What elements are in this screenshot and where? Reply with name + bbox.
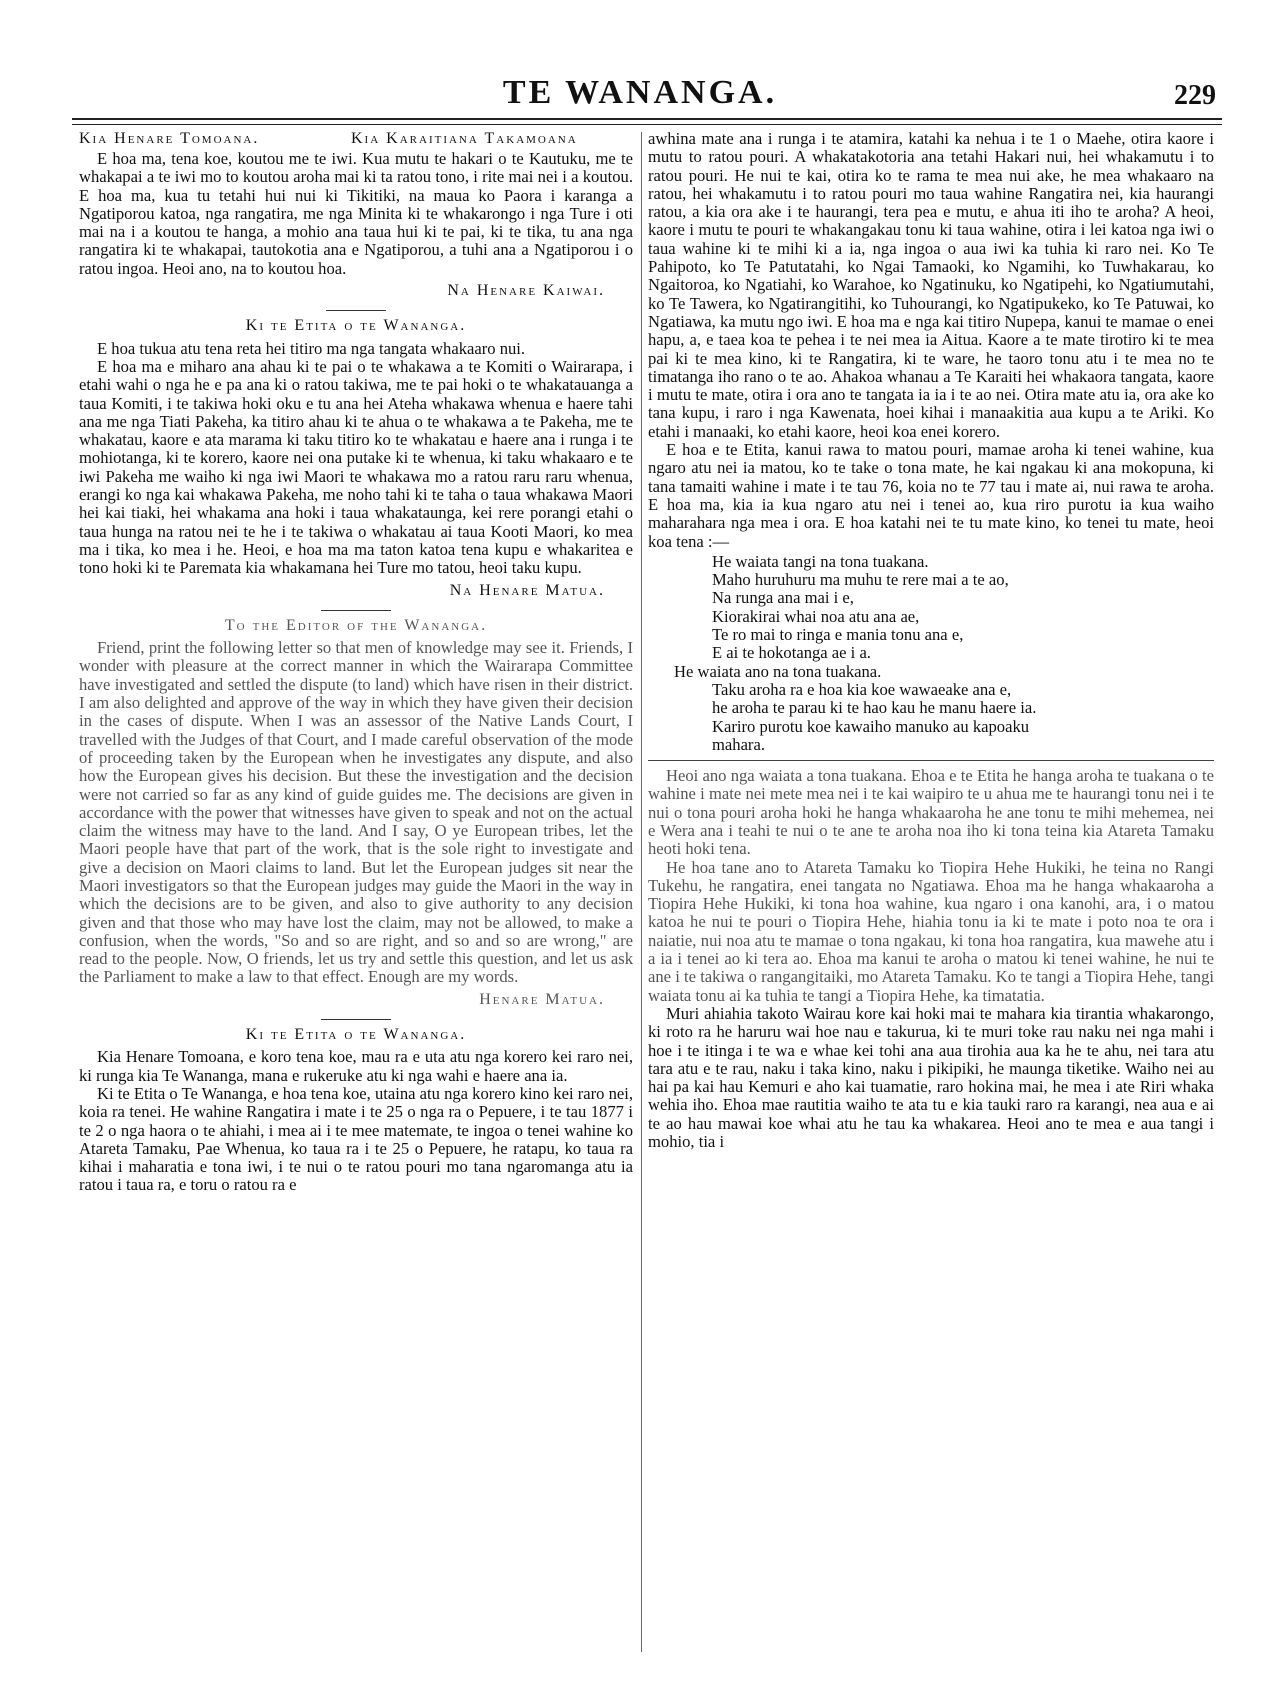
poem-line: Taku aroha ra e hoa kia koe wawaeake ana e,: [712, 679, 1012, 699]
right-para1: awhina mate ana i runga i te atamira, katahi ka nehua i te 1 o Maehe, otira kaore i mutu to ratou pouri. A whakatakotoria ana tetahi Hakari nui, hei whakamutu i to ratou pouri. He nui te kai, otira ko te rama te mea nui ake, he mea whakaaro na ratou, hei whakamutu i to ratou pouri mo taua wahine Rangatira nei, kia haurangi ratou, a kia ora ake i te haurangi, tera pea e mutu, e ahua iti iho te aroha? A heoi, kaore i mutu te pouri te whakangakau tonu ki taua wahine, otira i lei katoa nga iwi o taua wahine ki te mihi ki a ia, nga ingoa o aua iwi ka tuhia ki raro nei. Ko Te Pahipoto, ko Te Patutatahi, ko Ngai Tamaoki, ko Ngamihi, ko Tuwhakarau, ko Ngaitoroa, ko Ngatiahi, ko Warahoe, ko Ngatinuku, ko Ngatipehi, ko Ngatiumutahi, ko Te Tawera, ko Ngatirangitihi, ko Tuhourangi, ko Ngatipukeko, ko Te Patuwai, ko Ngatiawa, ka mutu ngo iwi. E hoa ma e nga kai titiro Nupepa, kanui te mamae o enei hapu, a, e taea koa te pehea i te nei mea ia Aitua. Kaore a te mate tirotiro ki te mea pai ki te mea kino, ki te Rangatira, ki te ware, he taoro tonu atu i te mea no te timatanga iho rano o te ao. Ahakoa whanau a Te Karaiti hei whakaora tangata, kaore i mutu te mate, otira i ora ano te tangata ia ia i te ao nei. Otira mate atu ia, ora ake ko tana kupu, i raro i nga Kawenata, hoei kihai i manaakitia aua kupu a te Ariki. Ko etahi i manaaki, ko etahi kaore, heoi koa enei korero.: [648, 130, 1214, 441]
letter2-heading: Ki te Etita o te Wananga.: [245, 317, 467, 335]
letter1-addressee-right: Kia Karaitiana Takamoana: [351, 130, 578, 147]
poem-line: He waiata tangi na tona tuakana.: [712, 551, 929, 571]
right-column: [648, 130, 1214, 1660]
letter2-para2: E hoa ma e miharo ana ahau ki te pai o te whakawa a te Komiti o Wairarapa, i etahi wahi o nga he e pa ana ki o ratou takiwa, me te pai hoki o te whakatauanga a taua Komiti, i te takiwa hoki oku e tu ana hei Ateha whakawa whenua e haere tahi ana me nga Tiati Pakeha, ka titiro ahau ki te ahua o te whakawa a te Pakeha, me te whakatau, kaore e ata marama ki taku titiro ko te whakatau e haere ana i runga i te mohiotanga, ki te korero, kaore nei ona putake ki te whenua, ki taku whakaaro e te iwi Pakeha me waiho ki nga iwi Maori te whakawa mo a ratou raru raru whenua, erangi ko nga kai whakawa Pakeha, me noho tahi ki te taha o taua whakawa Maori hei kai tiaki, hei whakama ana hoki i taua whakataunga, kei rere porangi etahi o taua hunga na ratou nei te he i te takiwa o whakatau ai taua Kooti Maori, ko mea ma i tika, ko mea i he. Heoi, e hoa ma ma taton katoa tena kupu e whakaritea e tono hoki ki te Paremata kia whakamana hei Ture mo tatou, heoi taku kupu.: [79, 356, 633, 578]
masthead: [64, 76, 1216, 110]
letter3-body: Friend, print the following letter so that men of knowledge may see it. Friends, I wonder with pleasure at the correct manner in which the Wairarapa Committee have investigated and settled the dispute (to land) which have risen in their district. I am also delighted and approve of the way in which they have given their decision in the cases of dispute. When I was an assessor of the Native Lands Court, I travelled with the Judges of that Court, and I made careful observation of the mode of proceeding taken by the European when he investigates any dispute, and also how the European gives his decision. But these the investigation and the decision were not carried so far as any kind of guide guides me. The decisions are given in accordance with the power that witnesses have given to speak and not on the actual claim the witness may have to the land. And I say, O ye European tribes, let the Maori people have that part of the work, that is the sole right to investigate and give a decision on Maori claims to land. But let the European judges sit near the Maori investigators so that the European judges may guide the Maori in the way in which the decisions are to be given, and also to give authority to any decision given and that those who may have lost the claim, may not be allowed, to make a confusion, when the words, "So and so are right, and so and so are wrong," are read to the people. Now, O friends, let us try and settle this question, and let us ask the Parliament to make a law to that effect. Enough are my words.: [79, 638, 633, 987]
poem-rule: [648, 760, 1214, 761]
section-separator: [321, 1019, 391, 1020]
right-para2: E hoa e te Etita, kanui rawa to matou pouri, mamae aroha ki tenei wahine, kua ngaro atu nei ia matou, ko te take o tona mate, he kai ngakau ki ana mokopuna, ki tana tamaiti wahine i mate i te tau 76, koia no te 77 tau i mate ai, nui rawa te aroha. E hoa ma, kia ia kua ngaro atu nei i tenei ao, kua riro purotu ia kua waiho maharahara nga mea i ora. E hoa katahi nei te tu mate kino, ko tenei tu mate, heoi koa tena :—: [648, 440, 1214, 551]
poem-line: Maho huruhuru ma muhu te rere mai a te ao,: [712, 570, 1009, 590]
letter4-para2: Ki te Etita o Te Wananga, e hoa tena koe, utaina atu nga korero kino kei raro nei, koia ra tenei. He wahine Rangatira i mate i te 25 o nga ra o Pepuere, i te tau 1877 i te 2 o nga haora o te ahiahi, i mea ai i te mee matemate, te ingoa o tenei wahine ko Atareta Tamaku, Pae Whenua, ko taua ra i te 25 o Pepuere, he ratapu, ko taua ra kihai i maharatia e tona iwi, i te nui o te ratou pouri mo tana ngaromanga atu ia ratou i taua ra, e toru o ratou ra e: [79, 1083, 633, 1195]
letter3-heading: To the Editor of the Wananga.: [224, 616, 488, 634]
poem-line: mahara.: [712, 734, 765, 754]
poem-line: Kariro purotu koe kawaiho manuko au kapoaku: [712, 716, 1030, 736]
left-column: [79, 130, 633, 1660]
lament-poem: [648, 553, 1214, 754]
column-divider: [641, 132, 642, 1652]
letter3-signature: Henare Matua.: [479, 990, 605, 1008]
letter1-signature: Na Henare Kaiwai.: [447, 282, 605, 300]
newspaper-title: TE WANANGA.: [502, 74, 778, 111]
letter4-para1: Kia Henare Tomoana, e koro tena koe, mau ra e uta atu nga korero kei raro nei, ki runga kia Te Wananga, mana e rukeruke atu ki nga wahi e haere ana ia.: [79, 1047, 633, 1085]
poem-line: Na runga ana mai i e,: [712, 588, 854, 608]
letter1-body: E hoa ma, tena koe, koutou me te iwi. Kua mutu te hakari o te Kautuku, me te whakapai a te iwi mo to koutou aroha mai ki ta ratou tono, i rite mai nei i a koutou. E hoa ma, kua tu tetahi hui nui ki Tikitiki, na maua ko Paora i karanga a Ngatiporou katoa, nga rangatira, me nga Minita ki te whakarongo i nga Ture i oti mai na i a koutou te hanga, a mohio ana taua hui ki te pai, ki te tika, tu ana nga rangatira ki te whakapai, tautokotia ana e Ngatiporou, a tuhi ana a Ngatiporou i o ratou ingoa. Heoi ano, na to koutou hoa.: [79, 149, 633, 278]
page-number: 229: [1174, 80, 1216, 111]
poem-line: Te ro mai to ringa e mania tonu ana e,: [712, 625, 964, 645]
header-rule: [72, 118, 1222, 120]
section-separator: [321, 610, 391, 611]
header-rule-thin: [72, 124, 1222, 125]
letter4-heading: Ki te Etita o te Wananga.: [245, 1026, 467, 1044]
poem-line: He waiata ano na tona tuakana.: [674, 661, 882, 681]
poem-line: E ai te hokotanga ae i a.: [712, 643, 871, 663]
letter2-signature: Na Henare Matua.: [449, 581, 605, 599]
right-para4: He hoa tane ano to Atareta Tamaku ko Tiopira Hehe Hukiki, he teina no Rangi Tukehu, he rangatira, enei tangata no Ngatiawa. Ehoa ma he hanga whakaaroha a Tiopira Hehe Hukiki, ki tona hoa wahine, kua ngaro i ona kanohi, ara, i o matou katoa he nui te pouri o Tiopira Hehe, hiahia tonu ia ki te mate i poto noa te ora i naiatie, nui noa atu te mamae o tona ngakau, ki tona hoa rangatira, kua mawehe atu i a ia i tenei ao ki tera ao. Ehoa ma kanui te aroha o matou ki tenei wahine, he nui te ane i te takiwa o rangangitaiki, mo Atareta Tamaku. Ko te tangi a Tiopira Hehe, tangi waiata tonu ai ka tuhia te tangi a Tiopira Hehe, ka timatatia.: [648, 857, 1214, 1005]
letter1-addressees: [79, 130, 633, 150]
poem-line: he aroha te parau ki te hao kau he manu haere ia.: [712, 698, 1037, 718]
right-para3: Heoi ano nga waiata a tona tuakana. Ehoa e te Etita he hanga aroha te tuakana o te wahine i mate nei mete mea nei i te kai waipiro te u ahua me te haurangi tonu nei i te nui o tona pouri aroha hoki he hanga whakaaroha he ane tonu te mihi mehemea, nei e Wera ana i teahi te nui o te ane te aroha noa iho ki tona teina kia Atareta Tamaku heoti hoki tena.: [648, 766, 1214, 859]
letter2-para1: E hoa tukua atu tena reta hei titiro ma nga tangata whakaaro nui.: [97, 338, 526, 358]
right-para5: Muri ahiahia takoto Wairau kore kai hoki mai te mahara kia tirantia whakarongo, ki roto ra he haruru wai hoe nau e takurua, ki te muri toke rau naku nei nga mahi i hoe i te itinga i te wa e whae kei tohi ana aua tirohia aua ka he te ahu, nei tara atu tara atu e te rau, naku i taka kino, naku i pikipiki, he maunga tiketike. Waiho nei au hai pa kai hau Kemuri e aho kai tuamatie, raro hokina mai, he mea i ate Riri whaka wehia iho. Ehoa mae rautitia waiho te ata tu e kia tauki raro ra karangi, nea aua e ai te ao hau mawai koe whai atu he tau ka whakarea. Heoi ano te mea e aua tangi i mohio, tia i: [648, 1003, 1214, 1152]
section-separator: [326, 310, 386, 311]
poem-line: Kiorakirai whai noa atu ana ae,: [712, 606, 920, 626]
letter1-addressee-left: Kia Henare Tomoana.: [79, 130, 260, 147]
